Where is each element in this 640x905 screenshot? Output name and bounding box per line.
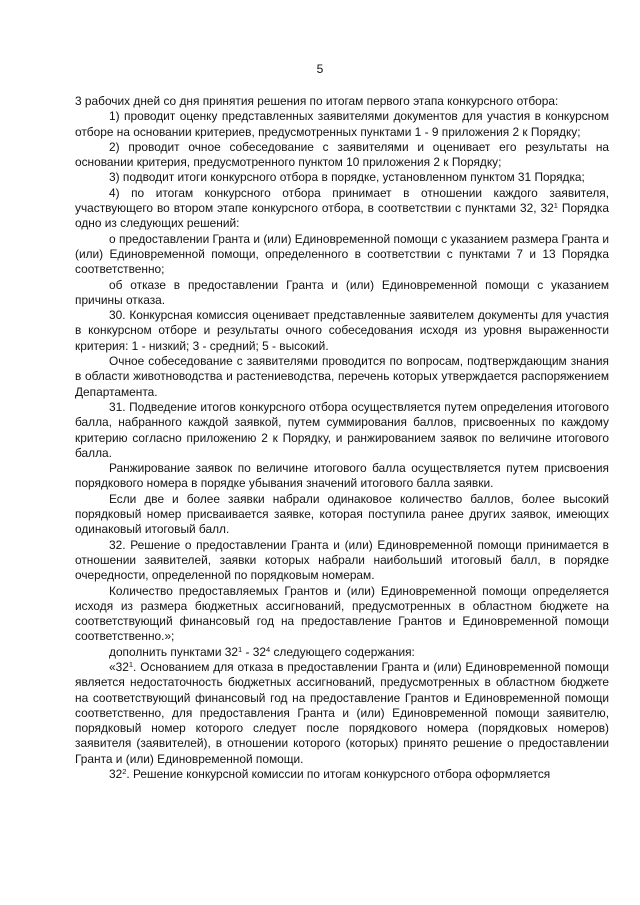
paragraph (75, 308, 609, 354)
paragraph-text: . Решение конкурсной комиссии по итогам конкурсного отбора оформляется (126, 767, 551, 782)
paragraph (75, 584, 609, 645)
paragraph (75, 109, 609, 140)
superscript: 1 (553, 201, 558, 211)
paragraph-text: 32 (109, 767, 123, 782)
superscript: 1 (128, 659, 134, 669)
paragraph-text: - 32 (242, 644, 266, 659)
paragraph-text: Если две и более заявки набрали одинаковое количество баллов, более высокий порядковый номер присваивается заявке, которая поступила ранее других заявок, имеющих одинаковый итоговый балл. (75, 491, 609, 537)
paragraph-text: о предоставлении Гранта и (или) Единовременной помощи с указанием размера Гранта и (или) Единовременной помощи, определенного в соответствии с пунктами 7 и 13 Порядка соответственно; (75, 231, 609, 277)
superscript: 4 (265, 644, 271, 654)
superscript: 2 (122, 767, 127, 777)
paragraph-text: 1) проводит оценку представленных заявителями документов для участия в конкурсном отборе на основании критериев, предусмотренных пунктами 1 - 9 приложения 2 к Порядку; (75, 109, 609, 139)
paragraph (75, 140, 609, 171)
paragraph-text: Порядка одно из следующих решений: (75, 201, 609, 231)
paragraph-text: дополнить пунктами 32 (109, 644, 238, 659)
paragraph-text: 2) проводит очное собеседование с заявителями и оценивает его результаты на основании критерия, предусмотренного пунктом 10 приложения 2 к Порядку; (75, 139, 609, 170)
paragraph (75, 354, 609, 400)
paragraph (75, 767, 609, 782)
paragraph-text: Количество предоставляемых Грантов и (или) Единовременной помощи определяется исходя из размера бюджетных ассигнований, предусмотренных в областном бюджете на соответствующий финансовый год на предоставление Грантов и Единовременной помощи соответственно.»; (75, 583, 609, 644)
paragraph-text: 4) по итогам конкурсного отбора принимает в отношении каждого заявителя, участвующего во втором этапе конкурсного отбора, в соответствии с пунктами 32, 32 (75, 185, 609, 216)
paragraph (75, 645, 609, 660)
paragraph-text: следующего содержания: (270, 644, 415, 659)
paragraph (75, 186, 609, 232)
paragraph (75, 492, 609, 538)
paragraph (75, 461, 609, 492)
paragraph-text: об отказе в предоставлении Гранта и (или) Единовременной помощи с указанием причины отказа. (75, 277, 609, 307)
paragraph-text: 30. Конкурсная комиссия оценивает представленные заявителем документы для участия в конкурсном отборе и результаты очного собеседования исходя из уровня выраженности критерия: 1 - низкий; 3 - средний; 5 - высокий. (75, 308, 609, 353)
paragraph (75, 232, 609, 278)
paragraph (75, 660, 609, 767)
paragraph (75, 94, 609, 109)
paragraph (75, 400, 609, 461)
superscript: 1 (238, 644, 243, 654)
paragraph-text: 31. Подведение итогов конкурсного отбора осуществляется путем определения итогового балла, набранного каждой заявкой, путем суммирования баллов, присвоенных по каждому критерию согласно приложению 2 к Порядку, и ранжированием заявок по величине итогового балла. (75, 399, 609, 460)
paragraph-text: 3) подводит итоги конкурсного отбора в порядке, установленном пунктом 31 Порядка; (109, 170, 585, 185)
paragraph-text: Ранжирование заявок по величине итогового балла осуществляется путем присвоения порядкового номера в порядке убывания значений итогового балла заявки. (75, 461, 609, 491)
page-number: 5 (316, 62, 324, 76)
paragraph-text: . Основанием для отказа в предоставлении Гранта и (или) Единовременной помощи является недостаточность бюджетных ассигнований, предусмотренных в областном бюджете на соответствующий финансовый год на предоставление Грантов и Единовременной помощи соответственно, для предоставления Гранта и (или) Единовременной помощи заявителю, порядковый номер которого следует после порядкового номера (порядковых номеров) заявителя (заявителей), в отношении которого (которых) принято решение о предоставлении Гранта и (или) Единовременной помощи. (75, 659, 609, 766)
paragraph-text: 3 рабочих дней со дня принятия решения по итогам первого этапа конкурсного отбора: (75, 94, 559, 108)
paragraph-text: «32 (109, 659, 129, 674)
paragraph-text: Очное собеседование с заявителями проводится по вопросам, подтверждающим знания в области животноводства и растениеводства, перечень которых утверждается распоряжением Департамента. (75, 354, 609, 399)
paragraph (75, 278, 609, 309)
document-body (75, 94, 609, 782)
paragraph (75, 170, 609, 185)
paragraph-text: 32. Решение о предоставлении Гранта и (или) Единовременной помощи принимается в отношении заявителей, заявки которых набрали наибольший итоговый балл, в порядке очередности, определенной по порядковым номерам. (75, 537, 609, 583)
paragraph (75, 538, 609, 584)
